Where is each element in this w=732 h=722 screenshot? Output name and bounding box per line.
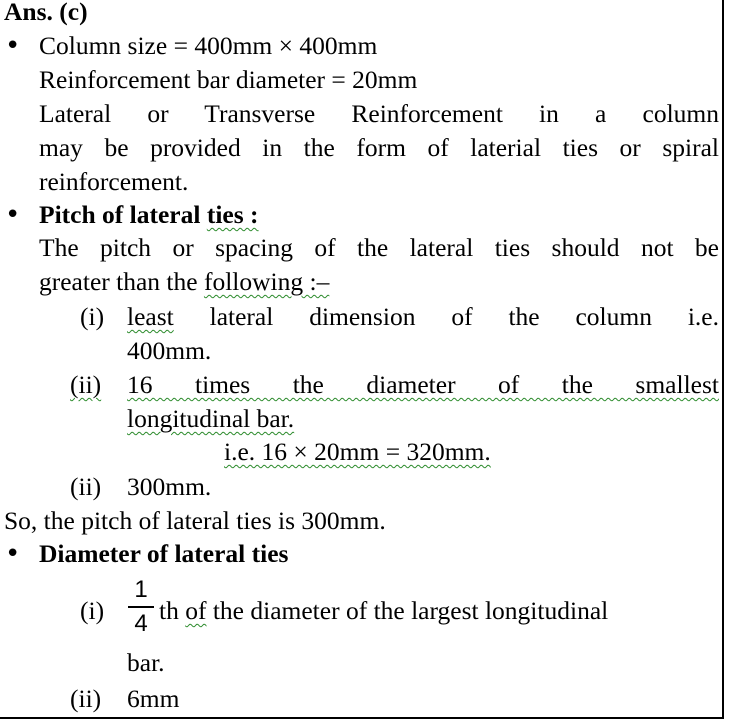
diameter-item-i-of: of [185, 596, 207, 625]
pitch-conclusion: So, the pitch of lateral ties is 300mm. [4, 506, 386, 535]
fraction-denominator: 4 [134, 610, 148, 637]
pitch-item-ii-number: (ii) [70, 370, 102, 399]
diameter-item-i-number: (i) [80, 596, 105, 625]
pitch-item-ii-text: 16 times the diameter of the smallest [127, 370, 719, 399]
diameter-item-i-rest: the diameter of the largest longitudinal [206, 596, 609, 625]
bullet-icon: • [5, 539, 21, 569]
pitch-item-ii-text2: longitudinal bar. [127, 404, 295, 433]
pitch-intro-following: following :– [203, 267, 330, 296]
column-size-line: Column size = 400mm × 400mm [39, 31, 378, 60]
diameter-item-i-text [159, 594, 608, 628]
pitch-item-i-text [127, 300, 719, 334]
pitch-item-iii-text: 300mm. [127, 472, 212, 501]
fraction-bar [128, 606, 154, 608]
answer-label: Ans. (c) [4, 0, 88, 26]
pitch-item-i-least: least [127, 302, 174, 331]
diameter-item-ii-text: 6mm [127, 684, 180, 713]
pitch-heading-text: Pitch of lateral [39, 200, 207, 229]
diameter-item-i-th: th [159, 596, 186, 625]
reinforcement-text-line1: Lateral or Transverse Reinforcement in a column [39, 99, 719, 128]
pitch-heading [39, 198, 259, 232]
pitch-intro-line2 [39, 265, 329, 299]
frame-right-border [722, 0, 724, 718]
bullet-icon: • [5, 200, 21, 230]
pitch-intro-text: greater than the [39, 267, 204, 296]
diameter-item-ii-number: (ii) [70, 684, 102, 713]
diameter-heading: Diameter of lateral ties [39, 539, 289, 568]
pitch-intro-line1: The pitch or spacing of the lateral ties should not be [39, 233, 719, 262]
bar-diameter-line: Reinforcement bar diameter = 20mm [39, 65, 418, 94]
fraction-one-quarter [128, 576, 154, 638]
reinforcement-text-line3: reinforcement. [39, 167, 189, 196]
frame-bottom-border [0, 717, 724, 719]
pitch-item-iii-number: (ii) [70, 472, 102, 501]
pitch-item-ii-calculation: i.e. 16 × 20mm = 320mm. [224, 437, 491, 466]
reinforcement-text-line2: may be provided in the form of laterial ties or spiral [39, 133, 719, 162]
fraction-numerator: 1 [134, 576, 148, 603]
bullet-icon: • [5, 31, 21, 61]
pitch-item-i-text2: 400mm. [127, 336, 212, 365]
pitch-item-i-rest: lateral dimension of the column i.e. [173, 302, 719, 331]
pitch-heading-ties: ties : [206, 200, 259, 229]
pitch-item-i-number: (i) [80, 302, 105, 331]
diameter-item-i-text2: bar. [127, 648, 165, 677]
